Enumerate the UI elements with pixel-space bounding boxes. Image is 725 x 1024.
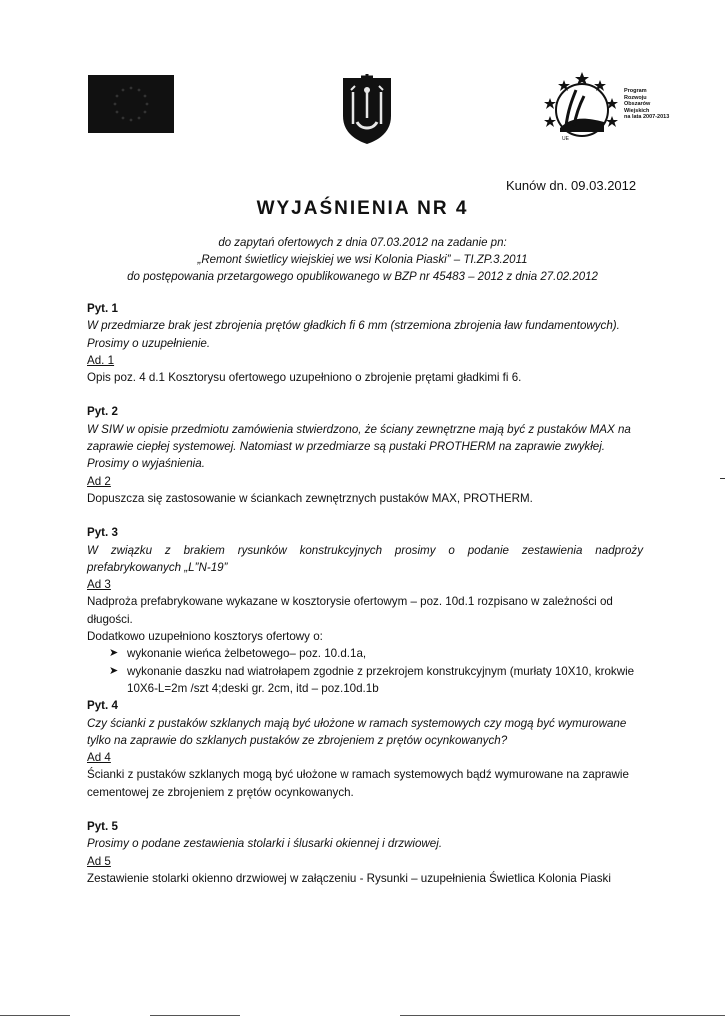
footer-line [150,1015,240,1016]
document-title: WYJAŚNIENIA NR 4 [256,198,469,219]
answer-label: Ad 3 [87,578,111,592]
question-label: Pyt. 4 [87,699,118,713]
answer-text: Opis poz. 4 d.1 Kosztorysu ofertowego uzupełniono o zbrojenie prętami gładkimi fi 6. [87,371,522,385]
question-text: Prosimy o podane zestawienia stolarki i ślusarki okiennej i drzwiowej. [87,837,443,851]
qa-item-1 [87,300,643,386]
question-text: Czy ścianki z pustaków szklanych mają być ułożone w ramach systemowych czy mogą być wymurowane tylko na zaprawie do szklanych pustaków ze zbrojeniem z prętów ocynkowanych? [87,716,627,747]
subtitle-line: do postępowania przetargowego opublikowanego w BZP nr 45483 – 2012 z dnia 27.02.2012 [127,271,598,283]
list-item [109,663,643,698]
arrow-bullet-icon: ➤ [109,664,119,677]
prow-line: Rozwoju [624,94,647,101]
prow-line: Program [624,88,647,94]
question-text: W przedmiarze brak jest zbrojenia prętów gładkich fi 6 mm (strzemiona zbrojenia ław fundamentowych). Prosimy o uzupełnienie. [87,319,620,350]
place-date: Kunów dn. 09.03.2012 [506,178,637,193]
qa-list [87,300,643,904]
qa-item-4 [87,697,643,801]
bullet-list [87,645,643,697]
prow-line: na lata 2007-2013 [624,114,670,120]
eu-flag-icon [88,75,174,133]
prow-logo-text [624,88,684,121]
answer-text: Zestawienie stolarki okienno drzwiowej w załączeniu - Rysunki – uzupełnienia Świetlica Kolonia Piaski [87,871,611,885]
scan-mark [720,478,725,479]
coat-of-arms-icon [339,72,395,146]
answer-label: Ad 5 [87,854,111,868]
svg-text:UE: UE [562,136,569,142]
subtitle-line: do zapytań ofertowych z dnia 07.03.2012 na zadanie pn: [218,237,507,249]
answer-text-extra: Dodatkowo uzupełniono kosztorys ofertowy o: [87,630,323,644]
list-item-text: wykonanie daszku nad wiatrołapem zgodnie z przekrojem konstrukcyjnym (murłaty 10X10, krokwie 10X6-L=2m /szt 4;deski gr. 2cm, itd – poz.10d.1b [127,664,635,695]
qa-item-2 [87,403,643,507]
answer-label: Ad 2 [87,474,111,488]
answer-text: Dopuszcza się zastosowanie w ściankach zewnętrznych pustaków MAX, PROTHERM. [87,491,533,505]
question-text: W SIW w opisie przedmiotu zamówienia stwierdzono, że ściany zewnętrzne mają być z pustaków MAX na zaprawie ciepłej systemowej. Natomiast w przedmiarze są pustaki PROTHERM na zaprawie zwykłej. Prosimy o wyjaśnienia. [87,422,631,471]
answer-text: Nadproża prefabrykowane wykazane w kosztorysie ofertowym – poz. 10d.1 rozpisano w zależności od długości. [87,595,613,626]
qa-item-5 [87,818,643,887]
answer-label: Ad. 1 [87,353,115,367]
footer-line [0,1015,70,1016]
question-text: W związku z brakiem rysunków konstrukcyjnych prosimy o podanie zestawienia nadproży prefabrykowanych „L”N-19” [87,543,643,574]
list-item-text: wykonanie wieńca żelbetowego– poz. 10.d.1a, [127,647,367,661]
question-label: Pyt. 1 [87,302,118,315]
answer-text: Ścianki z pustaków szklanych mogą być ułożone w ramach systemowych bądź wymurowane na zaprawie cementowej ze zbrojeniem z prętów ocynkowanych. [87,768,629,799]
list-item [109,645,643,662]
arrow-bullet-icon: ➤ [109,647,119,660]
prow-line: Wiejskich [624,107,650,114]
qa-item-3 [87,524,643,697]
prow-logo-icon [540,70,670,142]
prow-line: Obszarów [624,101,651,107]
question-label: Pyt. 3 [87,526,118,540]
question-label: Pyt. 2 [87,405,118,419]
subtitle-line: „Remont świetlicy wiejskiej we wsi Kolonia Piaski” – TI.ZP.3.2011 [197,254,528,266]
footer-line [400,1015,725,1016]
question-label: Pyt. 5 [87,820,118,834]
answer-label: Ad 4 [87,751,111,765]
document-subtitle [0,235,725,286]
